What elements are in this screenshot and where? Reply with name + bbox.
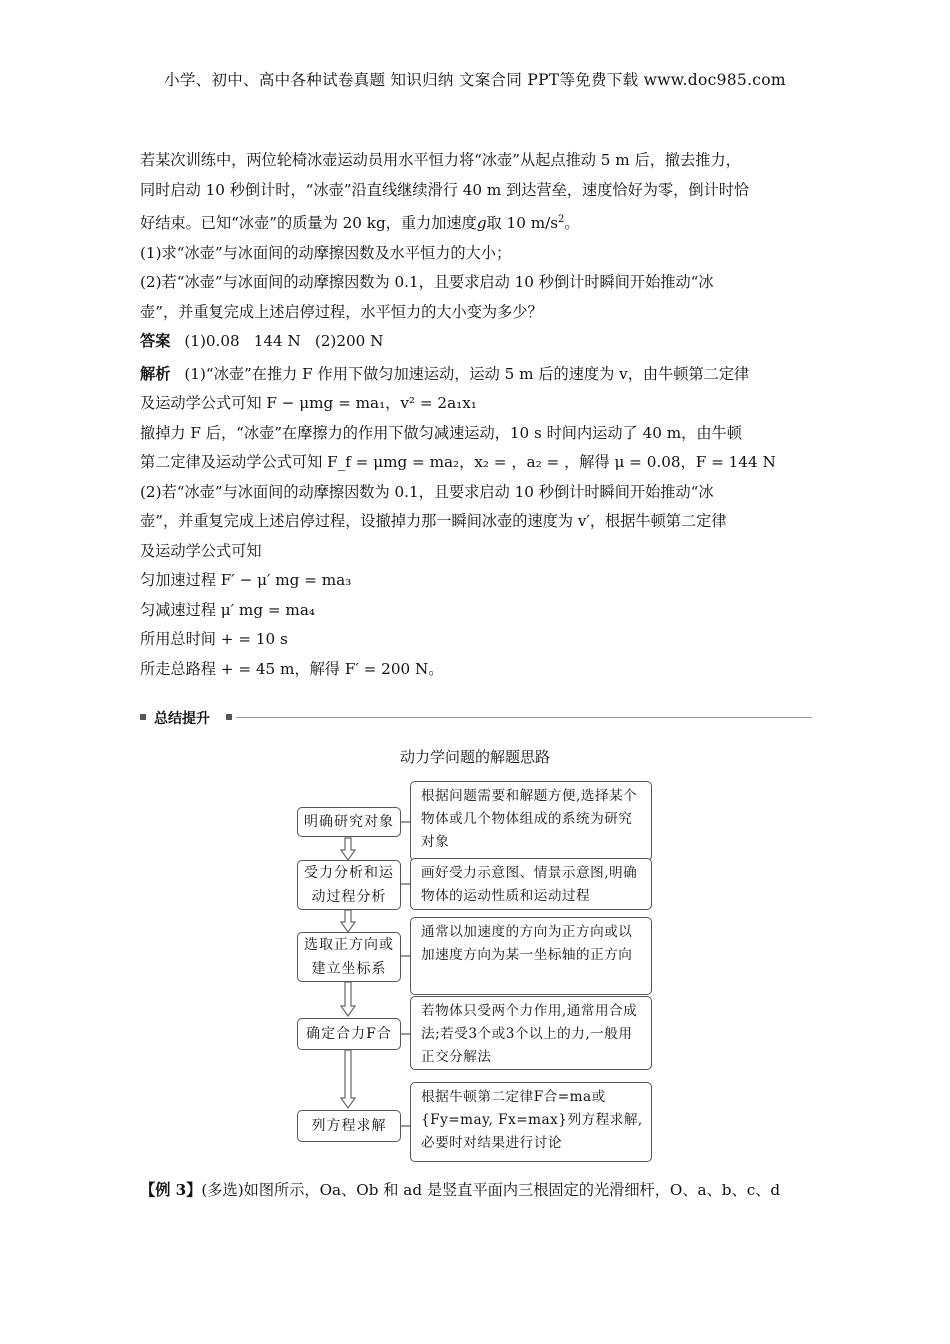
question-1: (1)求“冰壶”与冰面间的动摩擦因数及水平恒力的大小； [140, 243, 512, 262]
analysis-line: 及运动学公式可知 [140, 541, 262, 560]
problem-line: 同时启动 10 秒倒计时，“冰壶”沿直线继续滑行 40 m 到达营垒，速度恰好为零，倒计时恰 [140, 180, 750, 199]
analysis-line: 撤掉力 F 后，“冰壶”在摩擦力的作用下做匀减速运动，10 s 时间内运动了 40 m，由牛顿 [140, 423, 742, 442]
step-2-box: 受力分析和运动过程分析 [297, 860, 401, 910]
down-arrow-icon [341, 1050, 355, 1108]
analysis-line: 及运动学公式可知 F − μmg = ma₁，v² = 2a₁x₁ [140, 394, 477, 412]
question-2: (2)若“冰壶”与冰面间的动摩擦因数为 0.1，且要求启动 10 秒倒计时瞬间开始推动“冰 [140, 273, 714, 291]
problem-line: 好结束。已知“冰壶”的质量为 20 kg，重力加速度g取 10 $m/s^2$。 [140, 214, 580, 232]
down-arrow-icon [341, 982, 355, 1016]
step-4-detail: 若物体只受两个力作用,通常用合成法;若受3个或3个以上的力,一般用正交分解法 [410, 996, 652, 1070]
question-2-cont: 壶”，并重复完成上述启停过程，水平恒力的大小变为多少？ [140, 302, 543, 321]
down-arrow-icon [341, 838, 355, 860]
step-2-detail: 画好受力示意图、情景示意图,明确物体的运动性质和运动过程 [410, 858, 652, 910]
step-4-box: 确定合力F合 [297, 1018, 401, 1050]
page-header: 小学、初中、高中各种试卷真题 知识归纳 文案合同 PPT等免费下载 www.doc985.com [164, 71, 786, 89]
analysis-line: 匀加速过程 F′ − μ′ mg = ma₃ [140, 571, 352, 589]
step-1-box: 明确研究对象 [297, 807, 401, 837]
step-5-box: 列方程求解 [297, 1110, 401, 1142]
step-3-detail: 通常以加速度的方向为正方向或以加速度方向为某一坐标轴的正方向 [410, 917, 652, 995]
example-3: 【例 3】(多选)如图所示，Oa、Ob 和 ad 是竖直平面内三根固定的光滑细杆，O、a、b、c、d [140, 1181, 781, 1199]
analysis-line: 所用总时间 + = 10 s [140, 630, 288, 648]
step-5-detail: 根据牛顿第二定律F合=ma或{Fy=may, Fx=max}列方程求解,必要时对结果进行讨论 [410, 1082, 652, 1162]
analysis-line: 解析 (1)“冰壶”在推力 F 作用下做匀加速运动，运动 5 m 后的速度为 v，由牛顿第二定律 [140, 364, 750, 383]
summary-label: 总结提升 [154, 711, 210, 727]
answer-line: 答案 (1)0.08 144 N (2)200 N [140, 332, 384, 350]
analysis-line: (2)若“冰壶”与冰面间的动摩擦因数为 0.1，且要求启动 10 秒倒计时瞬间开始推动“冰 [140, 482, 714, 501]
analysis-line: 壶”，并重复完成上述启停过程，设撤掉力那一瞬间冰壶的速度为 v′，根据牛顿第二定律 [140, 512, 727, 530]
flowchart-title: 动力学问题的解题思路 [399, 748, 550, 766]
step-1-detail: 根据问题需要和解题方便,选择某个物体或几个物体组成的系统为研究对象 [410, 781, 652, 861]
analysis-line: 第二定律及运动学公式可知 F_f = μmg = ma₂，x₂ = ，a₂ = ，解得 μ = 0.08，F = 144 N [140, 453, 776, 471]
analysis-line: 匀减速过程 μ′ mg = ma₄ [140, 600, 315, 619]
step-3-box: 选取正方向或建立坐标系 [297, 932, 401, 982]
down-arrow-icon [341, 910, 355, 932]
problem-line: 若某次训练中，两位轮椅冰壶运动员用水平恒力将“冰壶”从起点推动 5 m 后，撤去推力， [140, 151, 741, 169]
analysis-line: 所走总路程 + = 45 m，解得 F′ = 200 N。 [140, 659, 444, 678]
